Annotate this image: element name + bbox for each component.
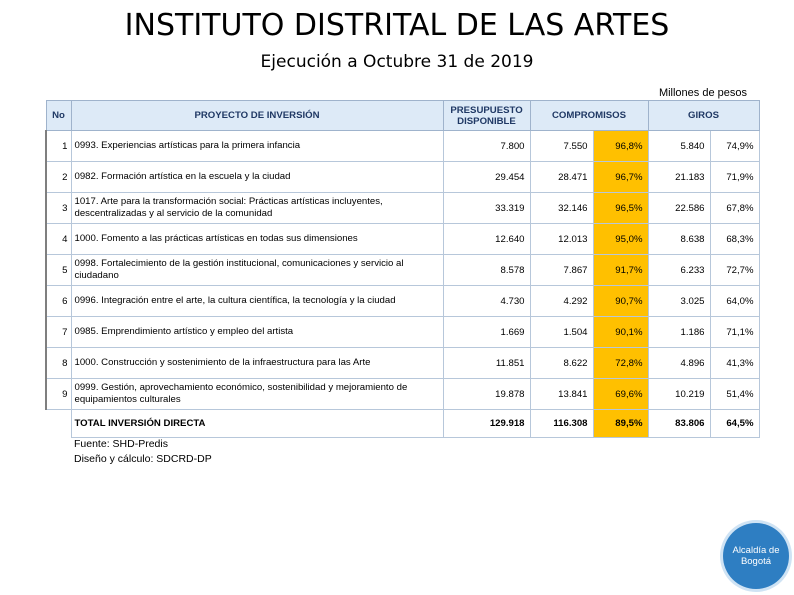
commitment-percent: 96,7% [593,162,648,193]
table-row [46,379,759,410]
payments-percent: 71,1% [710,317,759,348]
payments-value: 6.233 [648,255,710,286]
page-subtitle: Ejecución a Octubre 31 de 2019 [260,52,534,72]
payments-value: 3.025 [648,286,710,317]
row-number: 6 [46,286,71,317]
commitment-value: 7.550 [530,131,593,162]
source-note: Fuente: SHD-Predis [74,438,168,450]
table-row [46,348,759,379]
payments-value: 10.219 [648,379,710,410]
total-label: TOTAL INVERSIÓN DIRECTA [71,410,443,438]
budget-value: 19.878 [443,379,530,410]
commitment-value: 13.841 [530,379,593,410]
col-header-payments: GIROS [648,101,759,131]
payments-percent: 71,9% [710,162,759,193]
table-header-row [46,101,759,131]
budget-value: 4.730 [443,286,530,317]
logo-line2: Bogotá [740,556,772,567]
payments-value: 4.896 [648,348,710,379]
commitment-percent: 69,6% [593,379,648,410]
project-name: 1000. Fomento a las prácticas artísticas en todas sus dimensiones [71,224,443,255]
payments-value: 21.183 [648,162,710,193]
commitment-percent: 90,7% [593,286,648,317]
payments-percent: 64,0% [710,286,759,317]
row-number: 2 [46,162,71,193]
project-name: 0993. Experiencias artísticas para la primera infancia [71,131,443,162]
table-row [46,224,759,255]
project-name: 1000. Construcción y sostenimiento de la infraestructura para las Arte [71,348,443,379]
row-number: 3 [46,193,71,224]
commitment-percent: 90,1% [593,317,648,348]
page-title: INSTITUTO DISTRITAL DE LAS ARTES [124,8,670,43]
project-name: 0982. Formación artística en la escuela y la ciudad [71,162,443,193]
budget-value: 1.669 [443,317,530,348]
col-header-commitments: COMPROMISOS [530,101,648,131]
commitment-percent: 95,0% [593,224,648,255]
commitment-value: 12.013 [530,224,593,255]
payments-percent: 72,7% [710,255,759,286]
payments-percent: 74,9% [710,131,759,162]
commitment-percent: 96,8% [593,131,648,162]
payments-percent: 41,3% [710,348,759,379]
total-commitment: 116.308 [530,410,593,438]
total-blank [46,410,71,438]
table-row [46,162,759,193]
table-row [46,255,759,286]
commitment-value: 4.292 [530,286,593,317]
payments-percent: 67,8% [710,193,759,224]
payments-value: 1.186 [648,317,710,348]
commitment-value: 32.146 [530,193,593,224]
commitment-percent: 96,5% [593,193,648,224]
col-header-project: PROYECTO DE INVERSIÓN [71,101,443,131]
budget-value: 29.454 [443,162,530,193]
alcaldia-logo [723,523,789,589]
total-payments: 83.806 [648,410,710,438]
row-number: 4 [46,224,71,255]
col-header-no: No [46,101,71,131]
total-payments-percent: 64,5% [710,410,759,438]
investment-table [45,100,760,438]
commitment-value: 7.867 [530,255,593,286]
table-row [46,193,759,224]
payments-value: 8.638 [648,224,710,255]
units-note: Millones de pesos [658,87,747,99]
row-number: 8 [46,348,71,379]
row-number: 1 [46,131,71,162]
project-name: 0999. Gestión, aprovechamiento económico, sostenibilidad y mejoramiento de equipamientos culturales [71,379,443,410]
table-row [46,286,759,317]
table-body [46,131,759,438]
project-name: 1017. Arte para la transformación social: Prácticas artísticas incluyentes, descentralizadas y al servicio de la comunidad [71,193,443,224]
commitment-value: 1.504 [530,317,593,348]
payments-percent: 68,3% [710,224,759,255]
commitment-percent: 72,8% [593,348,648,379]
budget-value: 11.851 [443,348,530,379]
total-commitment-percent: 89,5% [593,410,648,438]
total-budget: 129.918 [443,410,530,438]
commitment-percent: 91,7% [593,255,648,286]
commitment-value: 28.471 [530,162,593,193]
budget-value: 12.640 [443,224,530,255]
table-row [46,131,759,162]
project-name: 0985. Emprendimiento artístico y empleo del artista [71,317,443,348]
commitment-value: 8.622 [530,348,593,379]
row-number: 5 [46,255,71,286]
payments-percent: 51,4% [710,379,759,410]
col-header-budget: PRESUPUESTO DISPONIBLE [443,101,530,131]
payments-value: 22.586 [648,193,710,224]
total-row [46,410,759,438]
row-number: 7 [46,317,71,348]
notes [74,437,212,467]
project-name: 0998. Fortalecimiento de la gestión institucional, comunicaciones y servicio al ciudadano [71,255,443,286]
table-row [46,317,759,348]
budget-value: 33.319 [443,193,530,224]
budget-value: 8.578 [443,255,530,286]
project-name: 0996. Integración entre el arte, la cultura científica, la tecnología y la ciudad [71,286,443,317]
design-note: Diseño y cálculo: SDCRD-DP [74,453,212,465]
row-number: 9 [46,379,71,410]
payments-value: 5.840 [648,131,710,162]
logo-line1: Alcaldía de [732,545,780,556]
budget-value: 7.800 [443,131,530,162]
